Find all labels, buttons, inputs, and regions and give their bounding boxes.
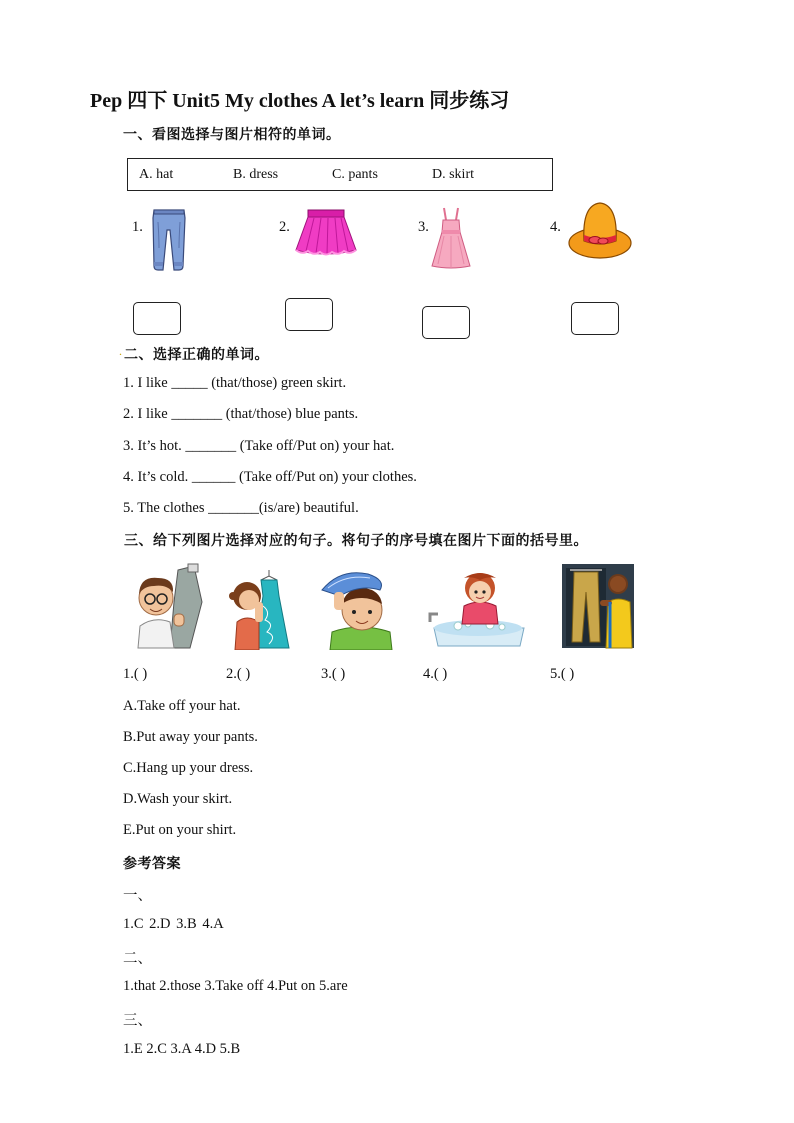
answers-heading: 参考答案 [123,857,181,872]
blank-1[interactable]: 1.( ) [123,666,148,682]
boy-shirt-picture [130,562,208,650]
sentence-c: C.Hang up your dress. [123,760,254,776]
question-2-3: 3. It’s hot. _______ (Take off/Put on) your hat. [123,438,395,454]
question-2-2: 2. I like _______ (that/those) blue pants. [123,406,359,422]
answers-part1: 1.C 2.D 3.B 4.A [123,916,224,932]
word-options-box [127,158,553,191]
boy-pants-picture [560,562,636,650]
item-2-number: 2. [279,219,290,235]
answers-part2-label: 二、 [123,951,152,967]
dress-icon [430,206,472,270]
answers-part1-label: 一、 [123,888,152,904]
hat-icon [568,201,632,261]
pants-icon [150,208,188,272]
boy-hat-picture [320,566,400,650]
blank-4[interactable]: 4.( ) [423,666,448,682]
answer-box-4[interactable] [571,302,619,335]
item-4-number: 4. [550,219,561,235]
marker-dot: . [119,344,122,358]
option-d: D. skirt [432,167,474,182]
blank-5[interactable]: 5.( ) [550,666,575,682]
section2-heading: 二、选择正确的单词。 [124,348,269,363]
girl-washing-picture [428,566,528,650]
sentence-e: E.Put on your shirt. [123,822,237,838]
item-1-number: 1. [132,219,143,235]
option-b: B. dress [233,167,279,182]
answers-part3-label: 三、 [123,1013,152,1029]
answer-box-1[interactable] [133,302,181,335]
question-2-5: 5. The clothes _______(is/are) beautiful. [123,500,359,516]
section1-heading: 一、看图选择与图片相符的单词。 [123,128,341,143]
question-2-4: 4. It’s cold. ______ (Take off/Put on) your clothes. [123,469,417,485]
sentence-a: A.Take off your hat. [123,698,241,714]
answer-box-2[interactable] [285,298,333,331]
option-c: C. pants [332,167,378,182]
section3-heading: 三、给下列图片选择对应的句子。将句子的序号填在图片下面的括号里。 [124,534,588,549]
question-2-1: 1. I like _____ (that/those) green skirt. [123,375,347,391]
answers-part2: 1.that 2.those 3.Take off 4.Put on 5.are [123,978,348,994]
girl-dress-picture [225,566,297,650]
skirt-icon [294,208,358,258]
sentence-d: D.Wash your skirt. [123,791,233,807]
sentence-b: B.Put away your pants. [123,729,258,745]
blank-2[interactable]: 2.( ) [226,666,251,682]
item-3-number: 3. [418,219,429,235]
answer-box-3[interactable] [422,306,470,339]
option-a: A. hat [139,167,174,182]
page-title: Pep 四下 Unit5 My clothes A let’s learn 同步练习 [90,90,510,112]
answers-part3: 1.E 2.C 3.A 4.D 5.B [123,1041,241,1057]
blank-3[interactable]: 3.( ) [321,666,346,682]
